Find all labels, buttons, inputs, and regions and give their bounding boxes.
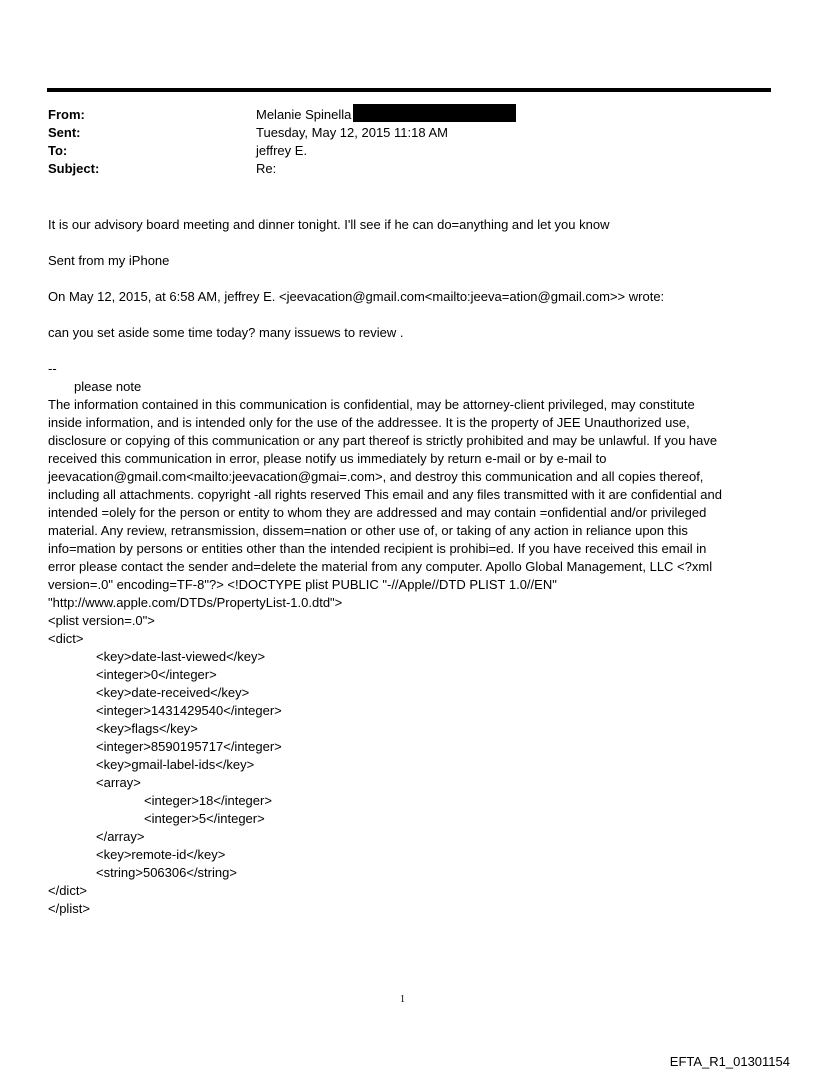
disclaimer-line: received this communication in error, please notify us immediately by return e-mail or by e-mail to — [48, 451, 607, 466]
disclaimer-line: info=mation by persons or entities other than the intended recipient is prohibi=ed. If you have received this email in — [48, 541, 707, 556]
plist-line: <integer>1431429540</integer> — [96, 703, 282, 718]
plist-line: <array> — [96, 775, 141, 790]
plist-line: </array> — [96, 829, 145, 844]
sent-label: Sent: — [48, 125, 81, 140]
disclaimer-line: inside information, and is intended only for the use of the addressee. It is the property of JEE Unauthorized use, — [48, 415, 690, 430]
body-line-reply: It is our advisory board meeting and dinner tonight. I'll see if he can do=anything and let you know — [48, 217, 610, 232]
plist-line: <key>remote-id</key> — [96, 847, 226, 862]
signature-separator: -- — [48, 361, 57, 376]
plist-line: </plist> — [48, 901, 90, 916]
to-label: To: — [48, 143, 68, 158]
plist-line: </dict> — [48, 883, 88, 898]
disclaimer-line: intended =olely for the person or entity to whom they are addressed and may contain =onfidential and/or privileged — [48, 505, 707, 520]
from-label: From: — [48, 107, 85, 122]
page-number: 1 — [400, 994, 405, 1005]
header-rule — [47, 88, 771, 92]
plist-line: <string>506306</string> — [96, 865, 237, 880]
please-note — [48, 378, 141, 396]
plist-line: <integer>18</integer> — [144, 793, 272, 808]
plist-line: <key>flags</key> — [96, 721, 198, 736]
plist-line: <integer>0</integer> — [96, 667, 217, 682]
disclaimer-line: <dict> — [48, 631, 84, 646]
disclaimer-line: <plist version=.0"> — [48, 613, 155, 628]
disclaimer-line: error please contact the sender and=delete the material from any computer. Apollo Global Management, LLC <?xml — [48, 559, 713, 574]
please-note-text: please note — [74, 379, 142, 394]
subject-label: Subject: — [48, 161, 100, 176]
plist-line: <key>date-received</key> — [96, 685, 250, 700]
disclaimer-line: including all attachments. copyright -all rights reserved This email and any files transmitted with it are confidential and — [48, 487, 722, 502]
plist-line: <integer>5</integer> — [144, 811, 265, 826]
body-line-signature: Sent from my iPhone — [48, 253, 170, 268]
body-line-quote-header: On May 12, 2015, at 6:58 AM, jeffrey E. <jeevacation@gmail.com<mailto:jeeva=ation@gmail.com>> wrote: — [48, 289, 665, 304]
from-value: Melanie Spinella — [256, 107, 352, 122]
plist-line: <key>date-last-viewed</key> — [96, 649, 266, 664]
disclaimer-block — [48, 396, 768, 918]
disclaimer-line: material. Any review, retransmission, dissem=nation or other use of, or taking of any action in reliance upon this — [48, 523, 688, 538]
disclaimer-line: jeevacation@gmail.com<mailto:jeevacation@gmai=.com>, and destroy this communication and all copies thereof, — [48, 469, 704, 484]
plist-line: <integer>8590195717</integer> — [96, 739, 282, 754]
disclaimer-line: disclosure or copying of this communication or any part thereof is strictly prohibited and may be unlawful. If you have — [48, 433, 718, 448]
subject-value: Re: — [256, 161, 277, 176]
disclaimer-line: The information contained in this communication is confidential, may be attorney-client privileged, may constitute — [48, 397, 695, 412]
body-line-quoted-message: can you set aside some time today? many issuews to review . — [48, 325, 404, 340]
to-value: jeffrey E. — [256, 143, 308, 158]
disclaimer-line: version=.0" encoding=TF-8"?> <!DOCTYPE plist PUBLIC "-//Apple//DTD PLIST 1.0//EN" — [48, 577, 557, 592]
redaction-box — [353, 104, 516, 122]
plist-line: <key>gmail-label-ids</key> — [96, 757, 255, 772]
disclaimer-line: "http://www.apple.com/DTDs/PropertyList-1.0.dtd"> — [48, 595, 343, 610]
sent-value: Tuesday, May 12, 2015 11:18 AM — [256, 125, 448, 140]
bates-number: EFTA_R1_01301154 — [669, 1054, 790, 1069]
